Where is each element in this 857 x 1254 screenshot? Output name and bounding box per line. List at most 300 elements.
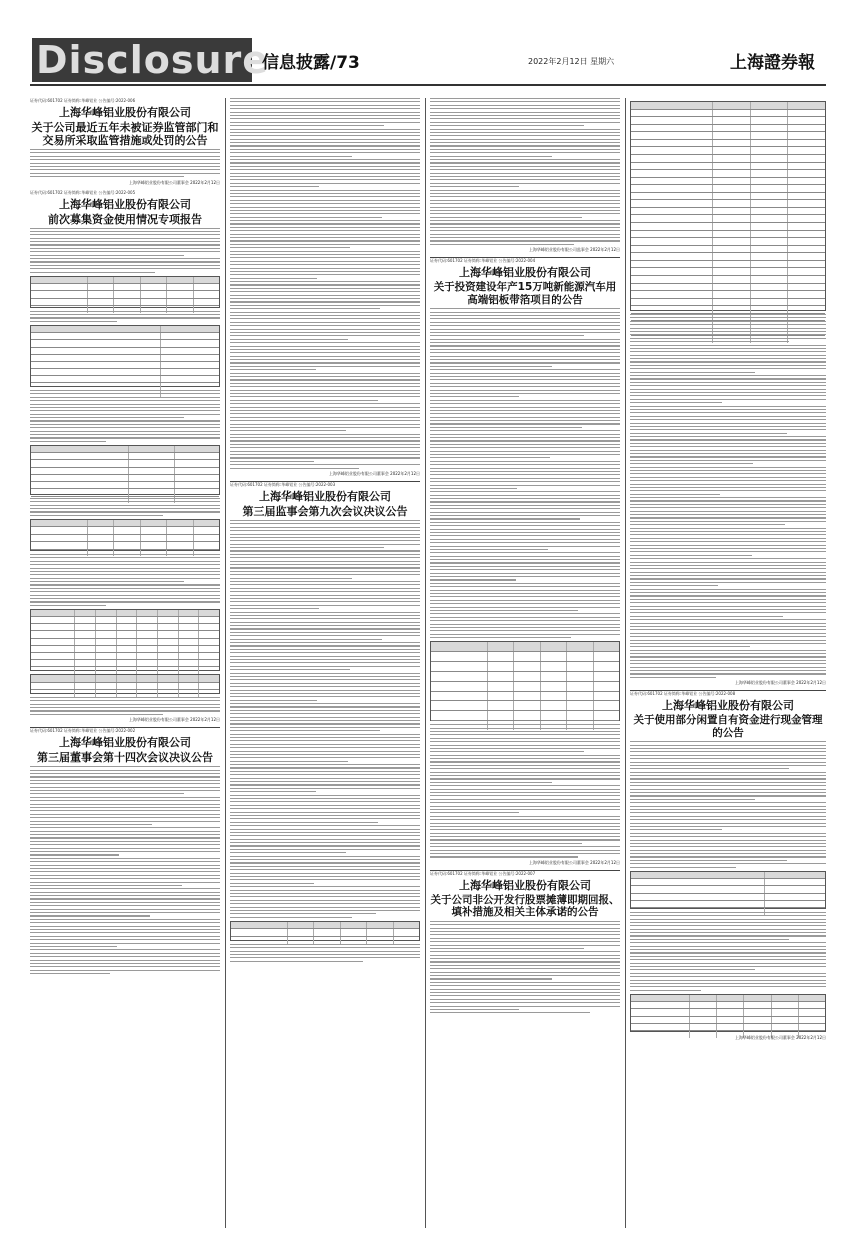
table-cell xyxy=(631,306,713,313)
table-cell xyxy=(751,170,789,177)
text-line xyxy=(230,108,420,109)
text-line xyxy=(30,407,220,408)
text-line xyxy=(30,898,220,899)
table-cell xyxy=(744,995,771,1001)
text-line xyxy=(230,781,420,782)
text-line xyxy=(230,176,420,177)
article-company: 上海华峰铝业股份有限公司 xyxy=(459,266,591,280)
text-line xyxy=(230,376,420,377)
table-row xyxy=(631,261,825,269)
table-cell xyxy=(199,624,219,630)
article-header: 证券代码:601702 证券简称:华峰铝业 公告编号:2022-008 xyxy=(630,691,736,697)
table-cell xyxy=(631,299,713,306)
table-cell xyxy=(194,291,219,297)
text-line xyxy=(430,593,620,594)
table-cell xyxy=(199,667,219,673)
table-row xyxy=(631,291,825,299)
text-line xyxy=(630,789,826,790)
text-line xyxy=(430,853,620,854)
table-cell xyxy=(75,610,96,616)
text-line xyxy=(630,806,826,807)
article-body xyxy=(30,390,220,442)
text-line xyxy=(630,439,826,440)
text-line xyxy=(30,956,220,957)
table-row xyxy=(31,646,219,653)
text-line xyxy=(630,565,826,566)
table-cell xyxy=(31,660,75,666)
table-cell xyxy=(631,872,765,878)
text-line xyxy=(30,404,220,405)
text-line xyxy=(430,403,620,404)
text-line xyxy=(430,413,620,414)
table-cell xyxy=(31,460,129,466)
table-cell xyxy=(75,660,96,666)
table-cell xyxy=(713,284,751,291)
text-line xyxy=(230,693,420,694)
text-line xyxy=(430,407,620,408)
text-line xyxy=(630,399,826,400)
article-a3 xyxy=(30,727,220,974)
text-line xyxy=(430,373,620,374)
data-table xyxy=(230,921,420,941)
table-cell xyxy=(594,711,619,720)
table-cell xyxy=(167,527,193,533)
text-line xyxy=(230,961,363,962)
text-line xyxy=(630,653,826,654)
table-cell xyxy=(713,299,751,306)
text-line xyxy=(430,945,620,946)
text-line xyxy=(230,778,420,779)
text-line xyxy=(430,792,620,793)
text-line xyxy=(30,710,220,711)
text-line xyxy=(430,451,620,452)
table-cell xyxy=(96,631,117,637)
text-line xyxy=(430,190,620,191)
text-line xyxy=(430,1002,620,1003)
table-cell xyxy=(631,1031,690,1037)
table-cell xyxy=(788,132,825,139)
table-cell xyxy=(31,617,75,623)
text-line xyxy=(230,656,420,657)
table-cell xyxy=(631,1009,690,1015)
table-cell xyxy=(488,652,514,661)
text-line xyxy=(230,628,420,629)
table-cell xyxy=(137,617,158,623)
table-row xyxy=(31,340,219,347)
text-line xyxy=(430,491,620,492)
text-line xyxy=(430,603,620,604)
table-row xyxy=(31,453,219,460)
table-row xyxy=(231,929,419,937)
text-line xyxy=(30,231,220,232)
table-cell xyxy=(75,617,96,623)
table-cell xyxy=(788,223,825,230)
table-cell xyxy=(114,299,140,305)
text-line xyxy=(30,973,110,974)
text-line xyxy=(230,666,420,667)
text-line xyxy=(430,782,552,783)
table-cell xyxy=(31,369,161,375)
table-cell xyxy=(199,646,219,652)
table-cell xyxy=(567,692,593,701)
text-line xyxy=(230,156,352,157)
text-line xyxy=(630,578,826,579)
text-line xyxy=(630,809,826,810)
text-line xyxy=(430,485,620,486)
text-line xyxy=(430,579,516,580)
table-cell xyxy=(541,672,567,681)
table-cell xyxy=(75,631,96,637)
text-line xyxy=(230,349,420,350)
text-line xyxy=(30,234,220,235)
table-cell xyxy=(788,140,825,147)
text-line xyxy=(430,772,620,773)
text-line xyxy=(230,710,420,711)
text-line xyxy=(430,457,550,458)
text-line xyxy=(430,941,620,942)
text-line xyxy=(630,589,826,590)
table-cell xyxy=(788,117,825,124)
text-line xyxy=(430,108,620,109)
text-line xyxy=(30,783,220,784)
text-line xyxy=(430,596,620,597)
table-row xyxy=(31,460,219,467)
section-title-cn: 信息披露 xyxy=(262,53,330,73)
text-line xyxy=(630,348,826,349)
text-line xyxy=(30,159,220,160)
text-line xyxy=(30,882,220,883)
table-cell xyxy=(31,535,88,541)
table-cell xyxy=(75,639,96,645)
table-cell xyxy=(541,642,567,651)
table-cell xyxy=(314,929,340,936)
text-line xyxy=(430,379,620,380)
table-cell xyxy=(765,879,825,885)
text-line xyxy=(30,420,220,421)
text-line xyxy=(230,227,420,228)
text-line xyxy=(630,850,826,851)
text-line xyxy=(230,700,317,701)
table-cell xyxy=(788,268,825,275)
text-line xyxy=(630,840,826,841)
table-cell xyxy=(96,653,117,659)
text-line xyxy=(630,819,826,820)
text-line xyxy=(230,774,420,775)
text-line xyxy=(230,818,420,819)
text-line xyxy=(230,642,420,643)
text-line xyxy=(430,836,620,837)
text-line xyxy=(30,228,220,229)
table-cell xyxy=(194,535,219,541)
table-cell xyxy=(288,937,314,944)
text-line xyxy=(230,795,420,796)
text-line xyxy=(30,424,220,425)
table-cell xyxy=(488,672,514,681)
text-line xyxy=(430,839,620,840)
text-line xyxy=(230,896,420,897)
table-cell xyxy=(167,291,193,297)
table-cell xyxy=(772,995,799,1001)
article-header: 证券代码:601702 证券简称:华峰铝业 公告编号:2022-006 xyxy=(30,98,136,103)
text-line xyxy=(30,588,220,589)
text-line xyxy=(630,514,826,515)
text-line xyxy=(230,223,420,224)
text-line xyxy=(430,217,582,218)
table-cell xyxy=(31,475,129,481)
text-line xyxy=(230,825,420,826)
text-line xyxy=(630,986,826,987)
text-line xyxy=(430,437,620,438)
table-cell xyxy=(158,683,179,690)
text-line xyxy=(630,755,826,756)
text-line xyxy=(30,946,117,947)
text-line xyxy=(630,368,826,369)
table-cell xyxy=(751,276,789,283)
text-line xyxy=(430,856,578,857)
table-cell xyxy=(751,261,789,268)
text-line xyxy=(430,1012,590,1013)
table-cell xyxy=(141,299,167,305)
text-line xyxy=(430,755,620,756)
table-row xyxy=(631,268,825,276)
text-line xyxy=(630,487,826,488)
text-line xyxy=(430,586,620,587)
text-line xyxy=(630,612,826,613)
table-cell xyxy=(514,652,540,661)
text-line xyxy=(630,602,826,603)
text-line xyxy=(430,573,620,574)
table-cell xyxy=(231,929,288,936)
article-signature: 上海华峰铝业股份有限公司董事会 2022年2月12日 xyxy=(128,179,220,185)
text-line xyxy=(30,258,220,259)
text-line xyxy=(30,397,220,398)
table-cell xyxy=(31,542,88,548)
table-row xyxy=(631,1002,825,1009)
table-cell xyxy=(751,178,789,185)
text-line xyxy=(230,856,420,857)
text-line xyxy=(30,766,220,767)
text-line xyxy=(230,278,317,279)
text-line xyxy=(430,590,620,591)
text-line xyxy=(430,240,620,241)
table-cell xyxy=(631,246,713,253)
table-cell xyxy=(31,355,161,361)
table-cell xyxy=(31,624,75,630)
text-line xyxy=(230,305,420,306)
text-line xyxy=(430,122,620,123)
article-company: 上海华峰铝业股份有限公司 xyxy=(662,699,794,713)
table-row xyxy=(31,617,219,624)
text-line xyxy=(30,949,220,950)
data-table xyxy=(430,641,620,721)
text-line xyxy=(430,816,620,817)
text-line xyxy=(30,152,220,153)
text-line xyxy=(30,700,220,701)
text-line xyxy=(630,517,826,518)
text-line xyxy=(430,518,580,519)
table-cell xyxy=(567,672,593,681)
text-line xyxy=(630,946,826,947)
table-cell xyxy=(167,542,193,548)
text-line xyxy=(630,785,826,786)
text-line xyxy=(30,929,220,930)
article-body xyxy=(430,98,620,245)
text-line xyxy=(630,823,826,824)
text-line xyxy=(230,578,352,579)
text-line xyxy=(30,939,220,940)
text-line xyxy=(430,546,620,547)
table-row xyxy=(631,193,825,201)
table-cell xyxy=(751,147,789,154)
text-line xyxy=(30,821,220,822)
text-line xyxy=(430,921,620,922)
text-line xyxy=(430,471,620,472)
text-line xyxy=(630,470,826,471)
text-line xyxy=(430,237,620,238)
text-line xyxy=(230,839,420,840)
text-line xyxy=(630,812,826,813)
text-line xyxy=(630,555,752,556)
text-line xyxy=(630,816,826,817)
text-line xyxy=(230,686,420,687)
text-line xyxy=(230,730,380,731)
table-cell xyxy=(175,460,219,466)
text-line xyxy=(230,118,420,119)
table-cell xyxy=(158,610,179,616)
text-line xyxy=(230,873,420,874)
text-line xyxy=(430,627,620,628)
text-line xyxy=(230,764,420,765)
text-line xyxy=(630,775,826,776)
text-line xyxy=(430,535,620,536)
table-cell xyxy=(199,653,219,659)
text-line xyxy=(430,461,620,462)
text-line xyxy=(230,230,420,231)
text-line xyxy=(230,723,420,724)
table-cell xyxy=(514,672,540,681)
text-line xyxy=(230,162,420,163)
column-2 xyxy=(230,98,420,1228)
table-cell xyxy=(199,617,219,623)
article-body xyxy=(30,498,220,516)
table-cell xyxy=(31,527,88,533)
data-table xyxy=(630,871,826,909)
text-line xyxy=(430,101,620,102)
text-line xyxy=(430,105,620,106)
text-line xyxy=(430,843,582,844)
text-line xyxy=(630,956,826,957)
article-body xyxy=(430,308,620,638)
table-cell xyxy=(341,922,367,929)
table-cell xyxy=(75,624,96,630)
text-line xyxy=(630,541,826,542)
text-line xyxy=(30,790,220,791)
text-line xyxy=(630,331,826,332)
text-line xyxy=(430,542,620,543)
text-line xyxy=(30,265,220,266)
table-cell xyxy=(631,268,713,275)
text-line xyxy=(30,591,220,592)
text-line xyxy=(430,318,620,319)
text-line xyxy=(30,960,220,961)
article-a5 xyxy=(430,257,620,866)
text-line xyxy=(230,400,378,401)
table-cell xyxy=(631,291,713,298)
table-cell xyxy=(194,527,219,533)
table-cell xyxy=(117,660,138,666)
table-row xyxy=(631,886,825,893)
table-cell xyxy=(751,117,789,124)
table-cell xyxy=(179,653,200,659)
text-line xyxy=(630,990,701,991)
table-row xyxy=(431,701,619,711)
text-line xyxy=(230,169,420,170)
text-line xyxy=(230,615,420,616)
text-line xyxy=(30,584,220,585)
table-cell xyxy=(167,277,193,283)
table-cell xyxy=(117,639,138,645)
text-line xyxy=(230,312,420,313)
text-line xyxy=(30,871,220,872)
text-line xyxy=(630,595,826,596)
text-line xyxy=(430,356,620,357)
table-row xyxy=(31,527,219,534)
text-line xyxy=(230,679,420,680)
text-line xyxy=(30,905,220,906)
text-line xyxy=(430,532,620,533)
table-cell xyxy=(717,1017,744,1023)
text-line xyxy=(230,845,420,846)
table-cell xyxy=(75,653,96,659)
table-cell xyxy=(141,535,167,541)
table-cell xyxy=(175,475,219,481)
table-cell xyxy=(179,617,200,623)
table-cell xyxy=(158,690,179,697)
table-cell xyxy=(514,662,540,671)
table-row xyxy=(31,535,219,542)
table-cell xyxy=(31,489,129,495)
text-line xyxy=(630,745,826,746)
table-cell xyxy=(788,163,825,170)
text-line xyxy=(230,842,420,843)
text-line xyxy=(430,975,620,976)
table-cell xyxy=(199,683,219,690)
text-line xyxy=(30,780,220,781)
table-cell xyxy=(431,662,488,671)
table-cell xyxy=(31,639,75,645)
table-row xyxy=(31,690,219,697)
table-cell xyxy=(488,701,514,710)
text-line xyxy=(230,767,420,768)
text-line xyxy=(230,662,420,663)
text-line xyxy=(430,569,620,570)
table-cell xyxy=(713,231,751,238)
text-line xyxy=(30,707,220,708)
text-line xyxy=(430,924,620,925)
text-line xyxy=(430,335,584,336)
text-line xyxy=(630,677,716,678)
article-company: 上海华峰铝业股份有限公司 xyxy=(459,878,591,892)
table-cell xyxy=(137,639,158,645)
table-cell xyxy=(31,446,129,452)
text-line xyxy=(430,778,620,779)
text-line xyxy=(30,321,117,322)
text-line xyxy=(230,264,420,265)
table-cell xyxy=(96,610,117,616)
text-line xyxy=(630,528,826,529)
table-cell xyxy=(751,223,789,230)
text-line xyxy=(230,734,420,735)
